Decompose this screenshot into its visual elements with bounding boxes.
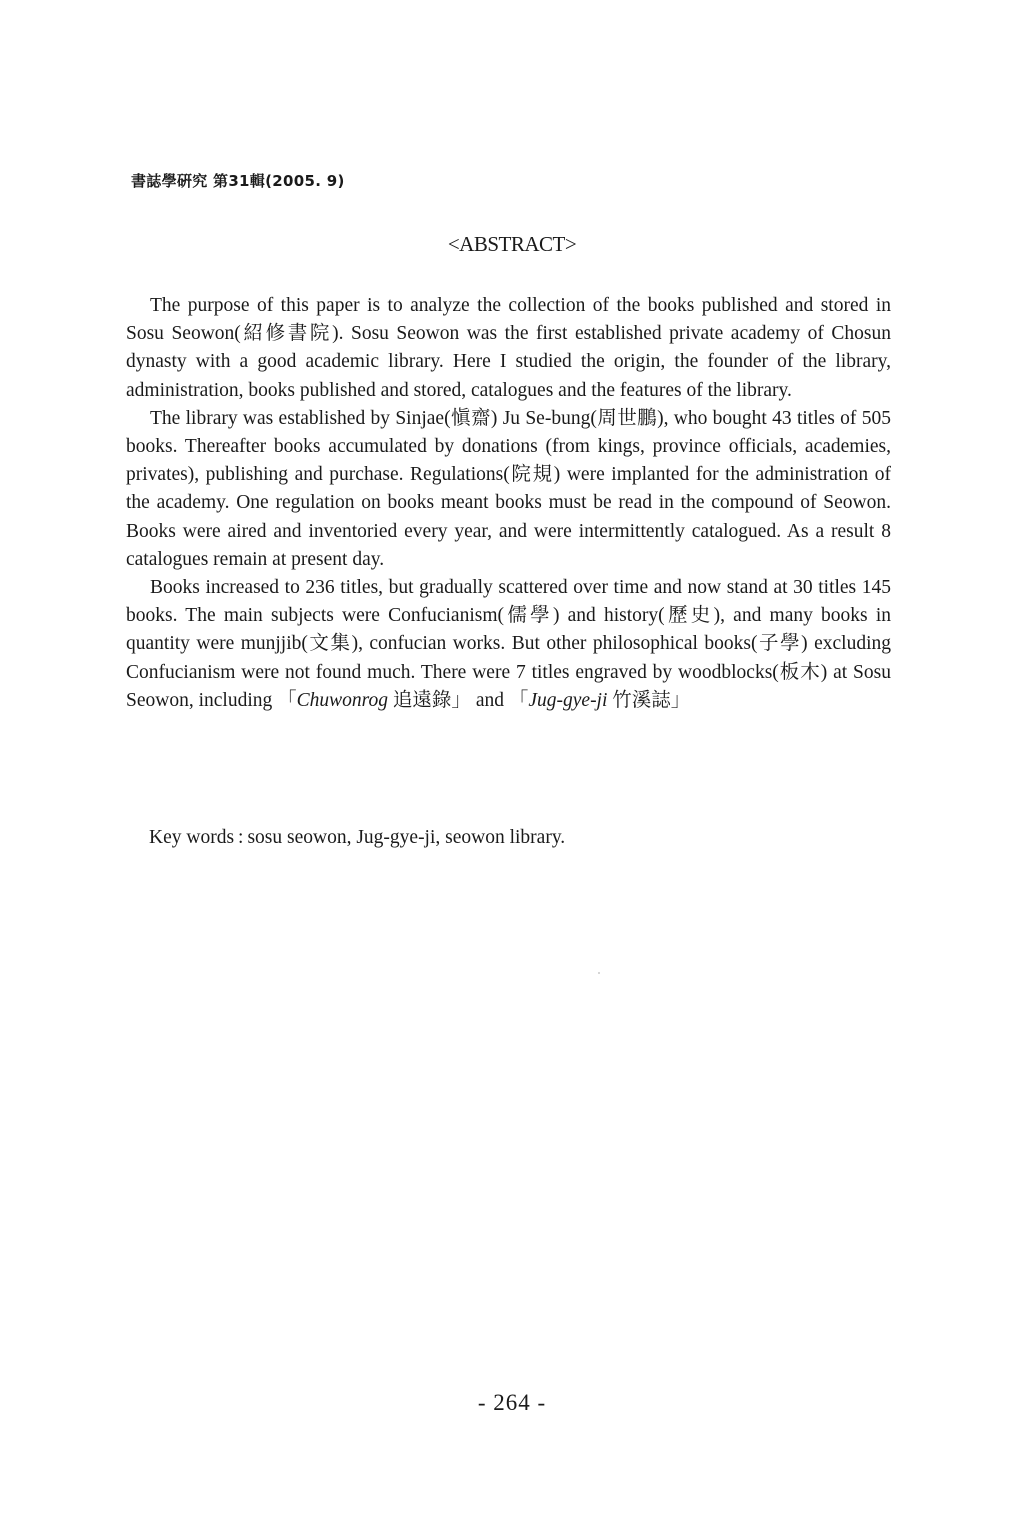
title-ref-2-hanja: 竹溪誌 (607, 689, 671, 711)
title-ref-2-close: 」 (670, 689, 691, 711)
title-ref-2-open: 「 (508, 689, 529, 711)
title-ref-2-title: Jug-gye-ji (528, 689, 608, 711)
abstract-title: <ABSTRACT> (447, 232, 577, 256)
keywords (149, 824, 565, 852)
abstract-paragraph-2: The library was established by Sinjae(愼齋) Ju Se-bung(周世鵬), who bought 43 titles of 505 books. Thereafter books accumulated by donations (from kings, province officials, academies, privates), publishing and purchase. Regulations(院規) were implanted for the administration of the academy. One regulation on books meant books must be read in the compound of Seowon. Books were aired and inventoried every year, and were intermittently catalogued. As a result 8 catalogues remain at present day. (126, 407, 891, 570)
scan-speck (598, 972, 600, 974)
title-ref-1-title: Chuwonrog (296, 689, 389, 711)
running-header: 書誌學硏究 第31輯(2005. 9) (131, 172, 345, 190)
keywords-label: Key words (149, 827, 235, 848)
keywords-separator: : (238, 827, 244, 848)
keywords-value: sosu seowon, Jug-gye-ji, seowon library. (247, 827, 566, 848)
page-number: - 264 - (477, 1390, 547, 1415)
title-ref-1-close: 」 (451, 689, 471, 711)
title-ref-1-hanja: 追遠錄 (388, 689, 452, 711)
abstract-paragraph-1: The purpose of this paper is to analyze the collection of the books published and stored in Sosu Seowon(紹修書院). Sosu Seowon was the first established private academy of Chosun dynasty with a good academic library. Here I studied the origin, the founder of the library, administration, books published and stored, catalogues and the features of the library. (126, 295, 891, 401)
title-ref-1-open: 「 (277, 689, 297, 711)
title-ref-conjunction: and (470, 689, 509, 711)
abstract-paragraph-3 (126, 574, 891, 715)
abstract-paragraph-3-text: Books increased to 236 titles, but gradually scattered over time and now stand at 30 titles 145 books. The main subjects were Confucianism(儒學) and history(歷史), and many books in quantity were munjjib(文集), confucian works. But other philosophical books(子學) excluding Confucianism were not found much. There were 7 titles engraved by woodblocks(板木) at Sosu Seowon, including (126, 577, 891, 711)
abstract-body (126, 292, 891, 715)
